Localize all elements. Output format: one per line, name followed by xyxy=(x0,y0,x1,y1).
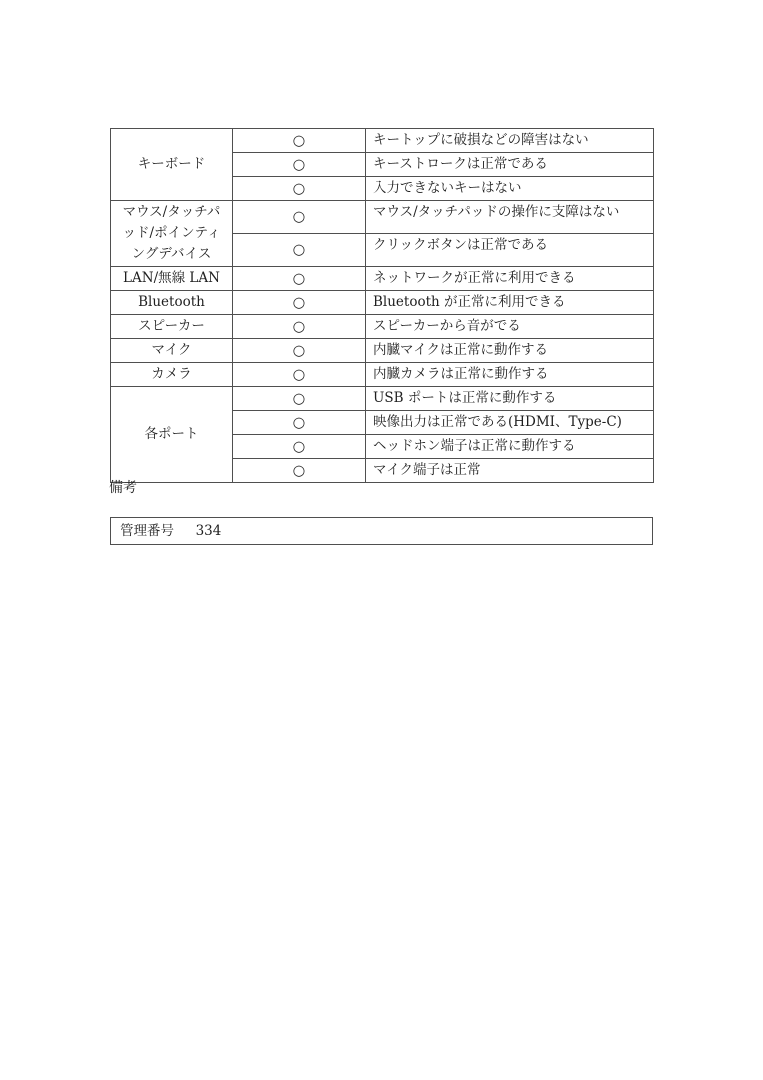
category-cell: マイク xyxy=(111,339,233,363)
table-row xyxy=(111,201,654,234)
description-cell: 入力できないキーはない xyxy=(366,177,654,201)
table-row xyxy=(111,129,654,153)
description-cell: マウス/タッチパッドの操作に支障はない xyxy=(366,201,654,234)
category-cell: Bluetooth xyxy=(111,291,233,315)
category-cell: LAN/無線 LAN xyxy=(111,267,233,291)
table-row xyxy=(111,363,654,387)
description-cell: 映像出力は正常である(HDMI、Type-C) xyxy=(366,411,654,435)
circle-mark: ○ xyxy=(233,201,366,234)
circle-mark: ○ xyxy=(233,291,366,315)
circle-mark: ○ xyxy=(233,363,366,387)
description-cell: キーストロークは正常である xyxy=(366,153,654,177)
circle-mark: ○ xyxy=(233,177,366,201)
table-row xyxy=(111,291,654,315)
description-cell: ヘッドホン端子は正常に動作する xyxy=(366,435,654,459)
category-cell: キーボード xyxy=(111,129,233,201)
circle-mark: ○ xyxy=(233,435,366,459)
circle-mark: ○ xyxy=(233,153,366,177)
management-number-label: 管理番号 xyxy=(120,523,174,539)
description-cell: スピーカーから音がでる xyxy=(366,315,654,339)
category-cell: 各ポート xyxy=(111,387,233,483)
category-cell: カメラ xyxy=(111,363,233,387)
remarks-label: 備考 xyxy=(109,480,137,496)
description-cell: キートップに破損などの障害はない xyxy=(366,129,654,153)
description-cell: マイク端子は正常 xyxy=(366,459,654,483)
description-cell: USB ポートは正常に動作する xyxy=(366,387,654,411)
circle-mark: ○ xyxy=(233,387,366,411)
table-row xyxy=(111,339,654,363)
circle-mark: ○ xyxy=(233,339,366,363)
table-row xyxy=(111,315,654,339)
circle-mark: ○ xyxy=(233,129,366,153)
description-cell: 内臓カメラは正常に動作する xyxy=(366,363,654,387)
description-cell: Bluetooth が正常に利用できる xyxy=(366,291,654,315)
management-number-value: 334 xyxy=(195,523,222,539)
table-row xyxy=(111,267,654,291)
category-cell: スピーカー xyxy=(111,315,233,339)
circle-mark: ○ xyxy=(233,234,366,267)
management-number-box xyxy=(110,517,653,545)
circle-mark: ○ xyxy=(233,459,366,483)
circle-mark: ○ xyxy=(233,267,366,291)
description-cell: ネットワークが正常に利用できる xyxy=(366,267,654,291)
inspection-table xyxy=(110,128,654,483)
description-cell: 内臓マイクは正常に動作する xyxy=(366,339,654,363)
circle-mark: ○ xyxy=(233,411,366,435)
description-cell: クリックボタンは正常である xyxy=(366,234,654,267)
category-cell: マウス/タッチパッド/ポインティングデバイス xyxy=(111,201,233,267)
circle-mark: ○ xyxy=(233,315,366,339)
table-row xyxy=(111,387,654,411)
